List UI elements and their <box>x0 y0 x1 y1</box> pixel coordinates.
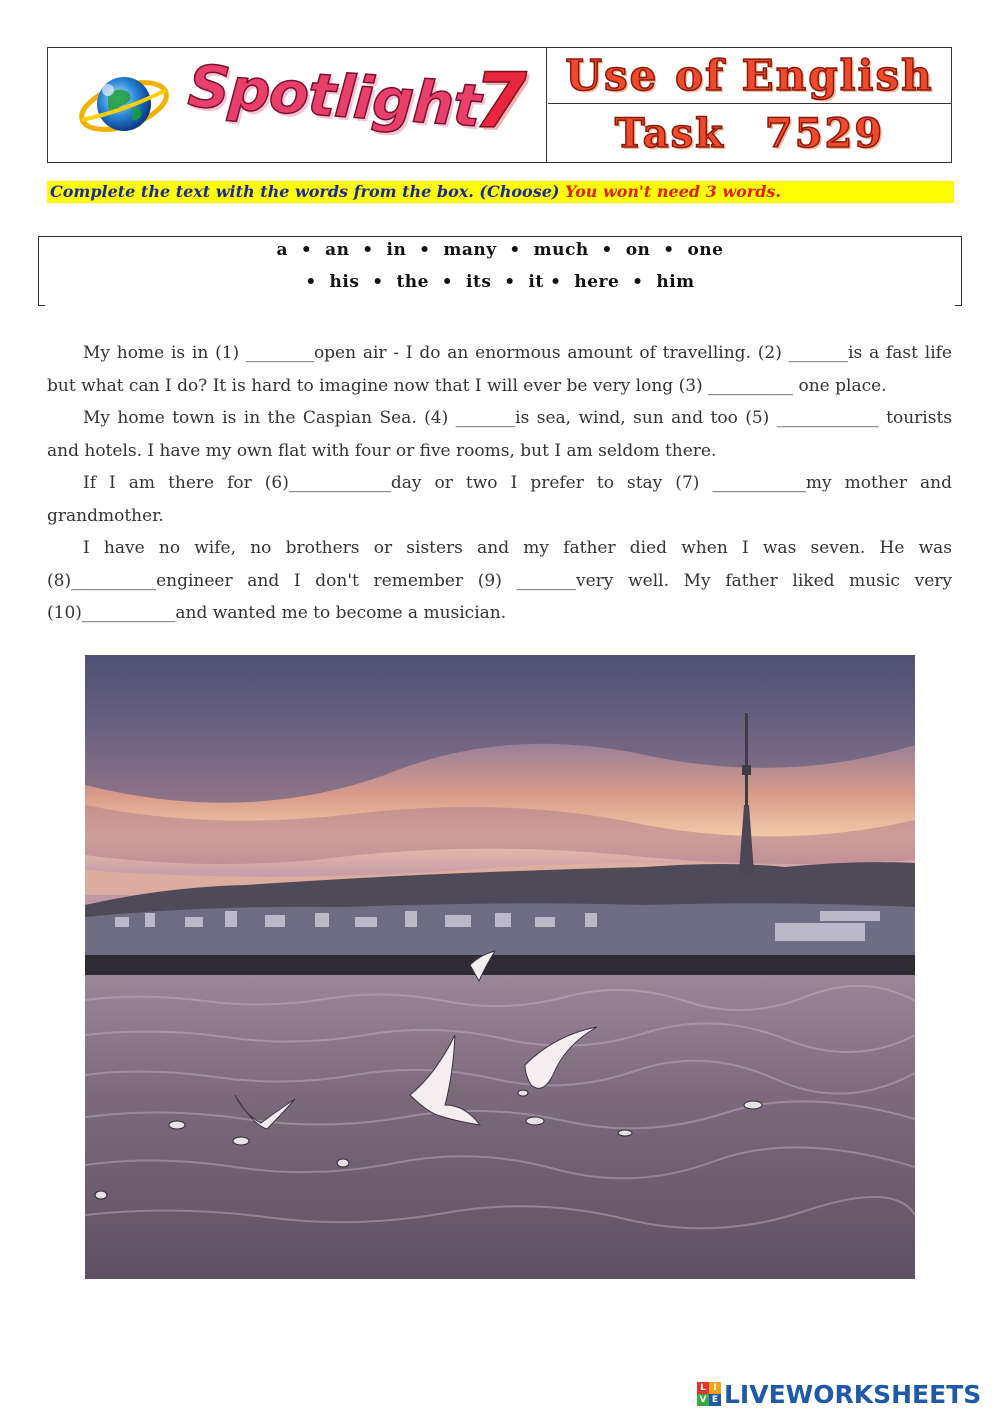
worksheet-header <box>47 47 952 163</box>
task-cell <box>548 105 951 162</box>
paragraph-1: My home is in (1) ________open air - I do an enormous amount of travelling. (2) _______is a fast life but what can I do? It is hard to imagine now that I will ever be very long (3) __________ one place. <box>47 343 952 396</box>
sunset-seascape-image <box>85 655 915 1279</box>
paragraph-3: If I am there for (6)____________day or two I prefer to stay (7) ___________my mother and grandmother. <box>47 473 952 526</box>
liveworksheets-brand <box>697 1378 981 1410</box>
instruction-text: Complete the text with the words from the box. (Choose) <box>50 182 560 201</box>
worksheet-title: Use of English <box>565 51 934 100</box>
instruction-note: You won't need 3 words. <box>565 182 781 201</box>
task-label: Task <box>614 110 725 157</box>
box-corner-left <box>39 305 45 306</box>
spotlight-logo-number: 7 <box>474 56 527 145</box>
title-cell <box>548 48 951 104</box>
logo-cell <box>48 48 547 162</box>
logo-letter-1: L <box>697 1382 709 1394</box>
task-heading <box>615 110 884 157</box>
logo-letter-2: I <box>709 1382 721 1394</box>
paragraph-2: My home town is in the Caspian Sea. (4) _______is sea, wind, sun and too (5) ____________ tourists and hotels. I have my own flat with four or five rooms, but I am seldom there. <box>47 408 952 461</box>
logo-letter-4: E <box>709 1394 721 1406</box>
instruction-banner <box>47 181 954 203</box>
word-box-line-1: a • an • in • many • much • on • one <box>276 240 724 260</box>
globe-logo-icon <box>78 68 170 140</box>
liveworksheets-logo-icon <box>697 1382 721 1406</box>
gap-fill-text <box>47 337 952 630</box>
caspian-sea-photo <box>85 655 915 1279</box>
logo-letter-3: V <box>697 1394 709 1406</box>
spotlight-logo-text: Spotlight <box>185 51 483 141</box>
box-corner-right <box>955 305 961 306</box>
word-box <box>38 236 962 306</box>
word-box-line-2: • his • the • its • it • here • him <box>305 272 695 292</box>
brand-name: LIVEWORKSHEETS <box>724 1379 982 1409</box>
paragraph-4: I have no wife, no brothers or sisters and my father died when I was seven. He was (8)__________engineer and I don't remember (9) _______very well. My father liked music very (10)___________and wanted me to become a musician. <box>47 538 952 623</box>
task-number: 7529 <box>764 110 885 157</box>
